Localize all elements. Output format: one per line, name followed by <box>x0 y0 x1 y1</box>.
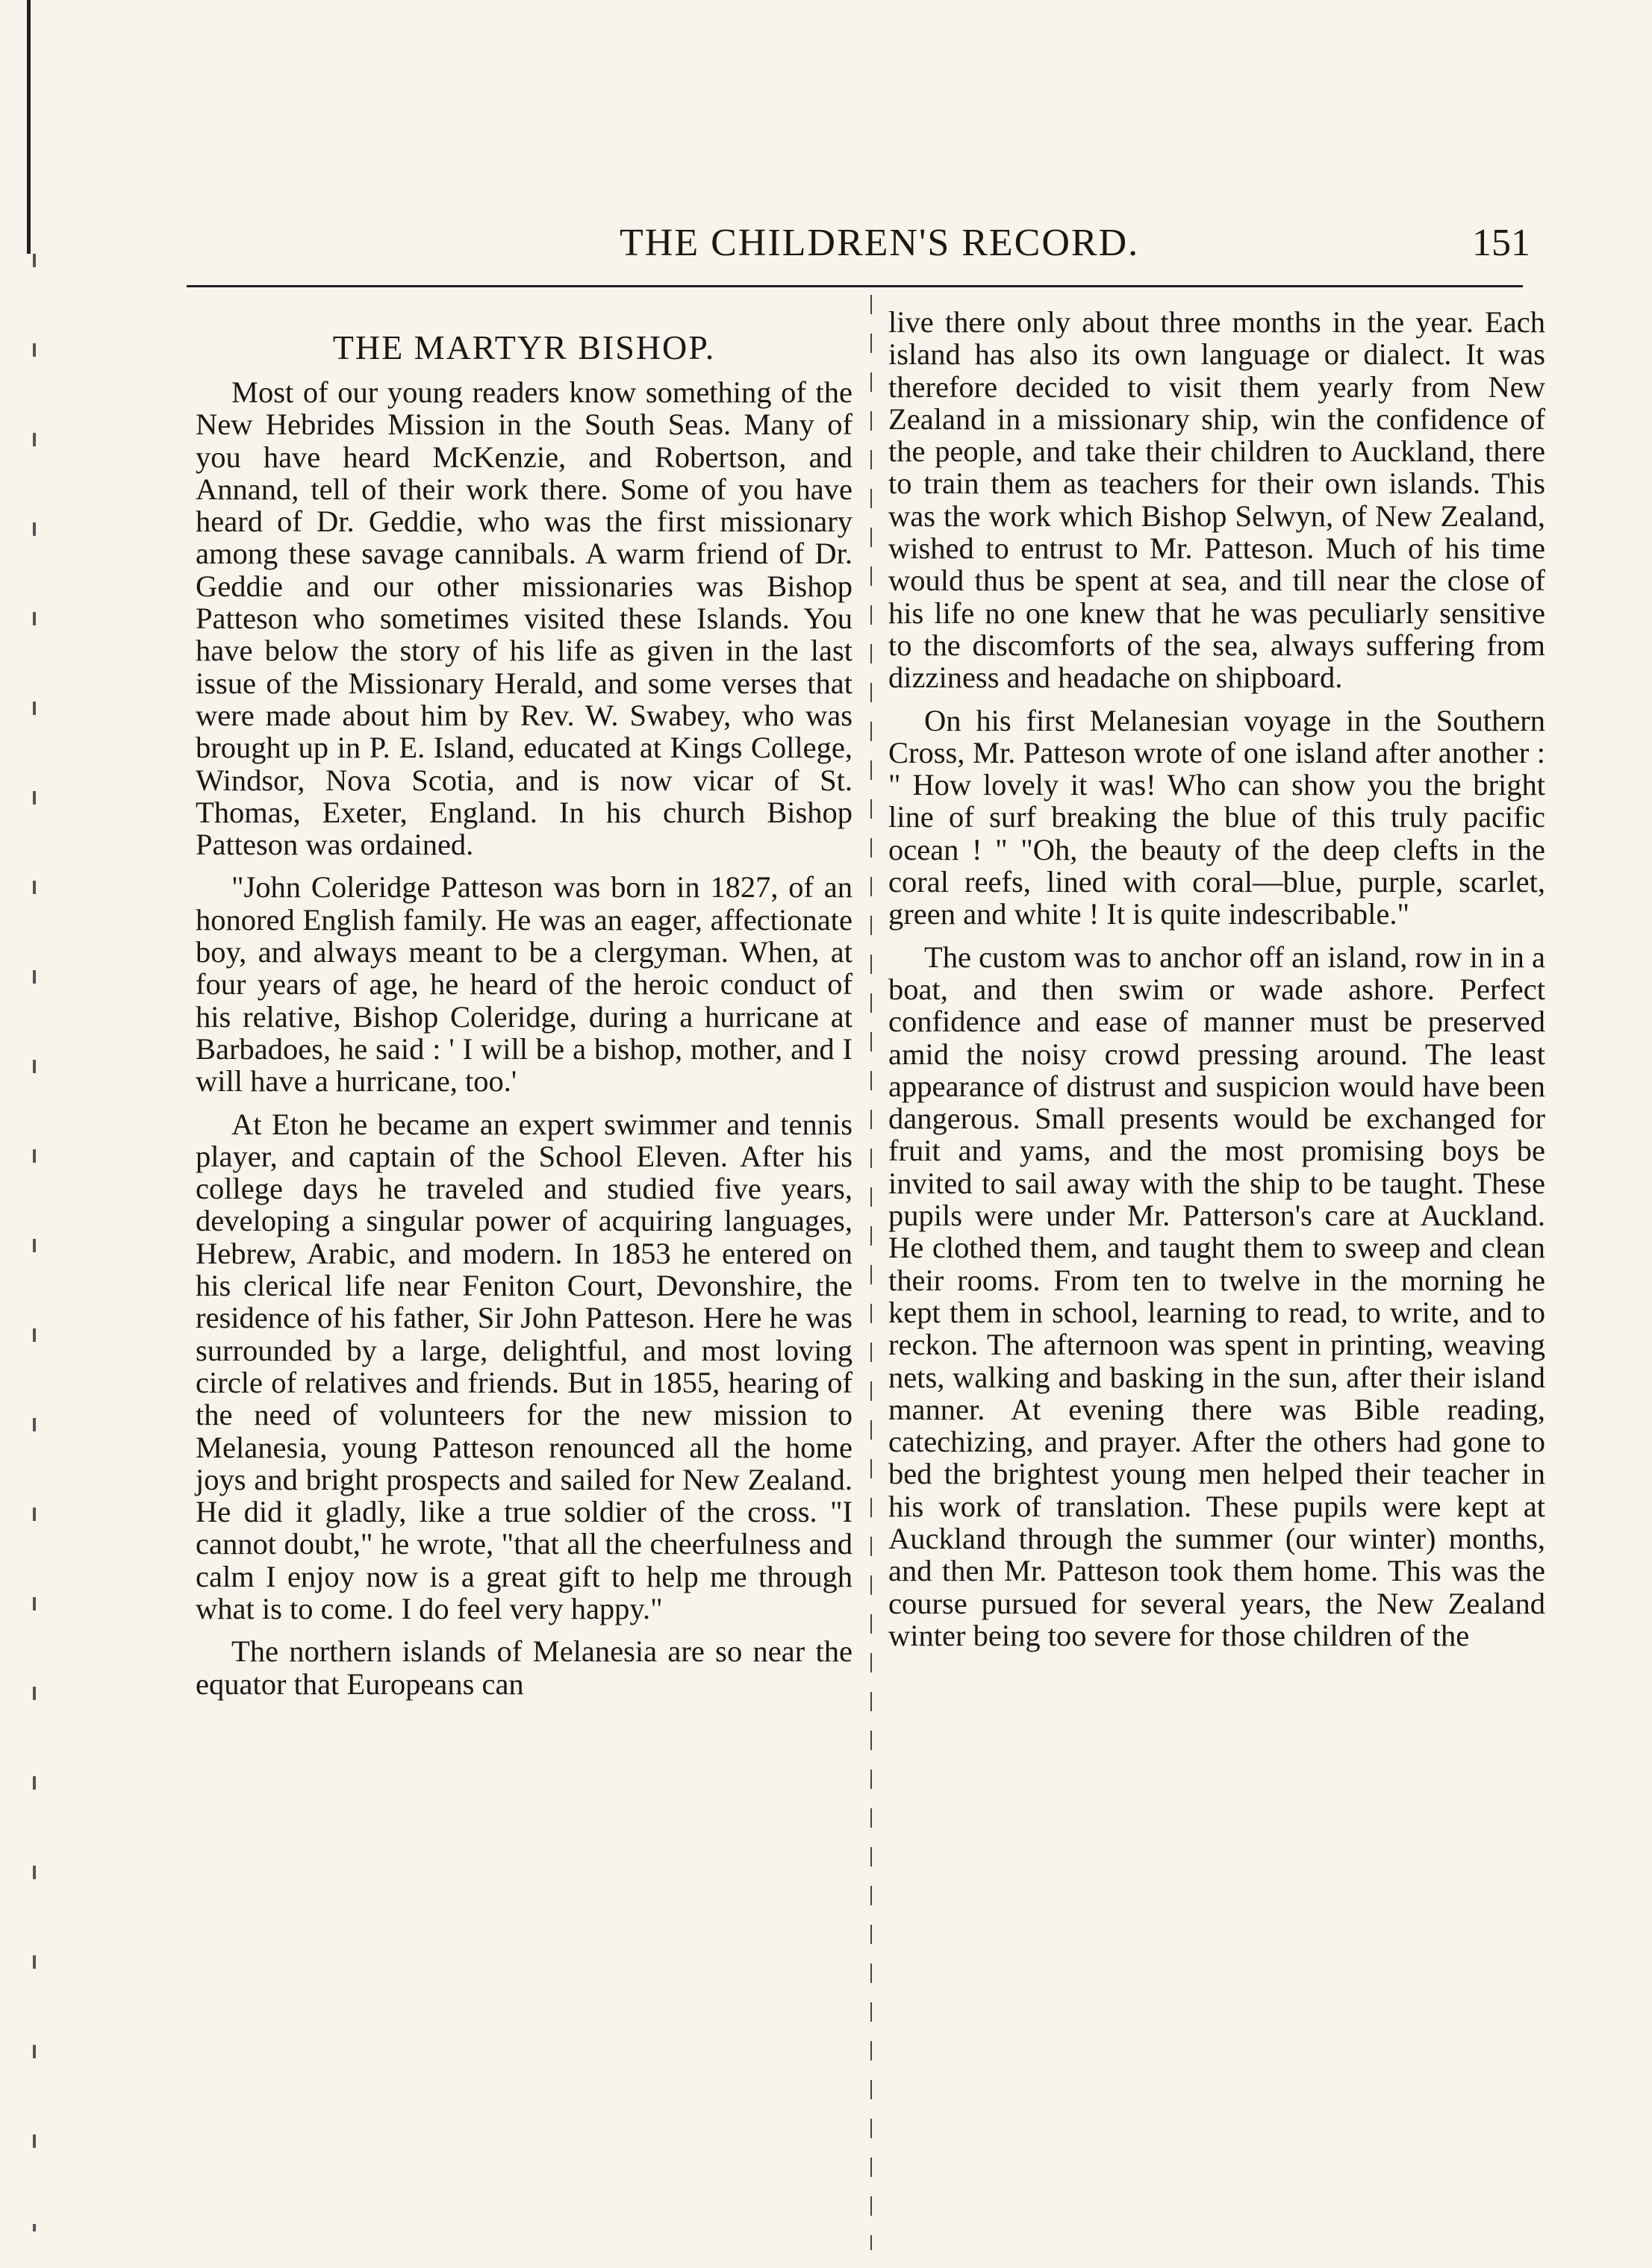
margin-rule <box>27 0 31 254</box>
paragraph: On his first Melanesian voyage in the Southern Cross, Mr. Patteson wrote of one island after another : " How lovely it was! Who can show you the bright line of surf breaking the blue of this truly pacific ocean ! " "Oh, the beauty of the deep clefts in the coral reefs, lined with coral—blue, purple, scarlet, green and white ! It is quite indescribable." <box>888 703 1545 931</box>
paragraph: Most of our young readers know something of the New Hebrides Mission in the South Seas. Many of you have heard McKenzie, and Robertson, and Annand, tell of their work there. Some of you have heard of Dr. Geddie, who was the first missionary among these savage cannibals. A warm friend of Dr. Geddie and our other missionaries was Bishop Patteson who sometimes visited these Islands. You have below the story of his life as given in the last issue of the Missionary Herald, and some verses that were made about him by Rev. W. Swabey, who was brought up in P. E. Island, educated at Kings College, Windsor, Nova Scotia, and is now vicar of St. Thomas, Exeter, England. In his church Bishop Patteson was ordained. <box>196 375 853 862</box>
left-column <box>196 306 853 1711</box>
article-title: THE MARTYR BISHOP. <box>332 328 716 366</box>
column-divider <box>870 295 872 2250</box>
running-header <box>187 221 1530 273</box>
paragraph: At Eton he became an expert swimmer and tennis player, and captain of the School Eleven. After his college days he traveled and studied five years, developing a singular power of acquiring languages, Hebrew, Arabic, and modern. In 1853 he entered on his clerical life near Feniton Court, Devonshire, the residence of his father, Sir John Patteson. Here he was surrounded by a large, delightful, and most loving circle of relatives and friends. But in 1855, hearing of the need of volunteers for the new mission to Melanesia, young Patteson renounced all the home joys and bright prospects and sailed for New Zealand. He did it gladly, like a true soldier of the cross. "I cannot doubt," he wrote, "that all the cheerfulness and calm I enjoy now is a great gift to help me through what is to come. I do feel very happy." <box>196 1107 853 1625</box>
right-column <box>888 306 1545 1662</box>
paragraph: "John Coleridge Patteson was born in 1827, of an honored English family. He was an eager, affectionate boy, and always meant to be a clergyman. When, at four years of age, he heard of the heroic conduct of his relative, Bishop Coleridge, during a hurricane at Barbadoes, he said : ' I will be a bishop, mother, and I will have a hurricane, too.' <box>196 870 853 1099</box>
publication-title: THE CHILDREN'S RECORD. <box>620 222 1140 264</box>
margin-marks <box>33 254 36 2231</box>
paragraph: The northern islands of Melanesia are so near the equator that Europeans can <box>196 1634 853 1701</box>
paragraph: live there only about three months in the year. Each island has also its own language or dialect. It was therefore decided to visit them yearly from New Zealand in a missionary ship, win the confidence of the people, and take their children to Auckland, there to train them as teachers for their own islands. This was the work which Bishop Selwyn, of New Zealand, wished to entrust to Mr. Patteson. Much of his time would thus be spent at sea, and till near the close of his life no one knew that he was peculiarly sensitive to the discomforts of the sea, always suffering from dizziness and headache on shipboard. <box>888 305 1545 695</box>
paragraph: The custom was to anchor off an island, row in in a boat, and then swim or wade ashore. Perfect confidence and ease of manner must be preserved amid the noisy crowd pressing around. The least appearance of distrust and suspicion would have been dangerous. Small presents would be exchanged for fruit and yams, and the most promising boys be invited to sail away with the ship to be taught. These pupils were under Mr. Patterson's care at Auckland. He clothed them, and taught them to sweep and clean their rooms. From ten to twelve in the morning he kept them in school, learning to read, to write, and to reckon. The afternoon was spent in printing, weaving nets, walking and basking in the sun, after their island manner. At evening there was Bible reading, catechizing, and prayer. After the others had gone to bed the brightest young men helped their teacher in his work of translation. These pupils were kept at Auckland through the summer (our winter) months, and then Mr. Patteson took them home. This was the course pursued for several years, the New Zealand winter being too severe for those children of the <box>888 940 1545 1652</box>
page-number: 151 <box>1472 222 1530 264</box>
header-rule <box>187 285 1523 287</box>
